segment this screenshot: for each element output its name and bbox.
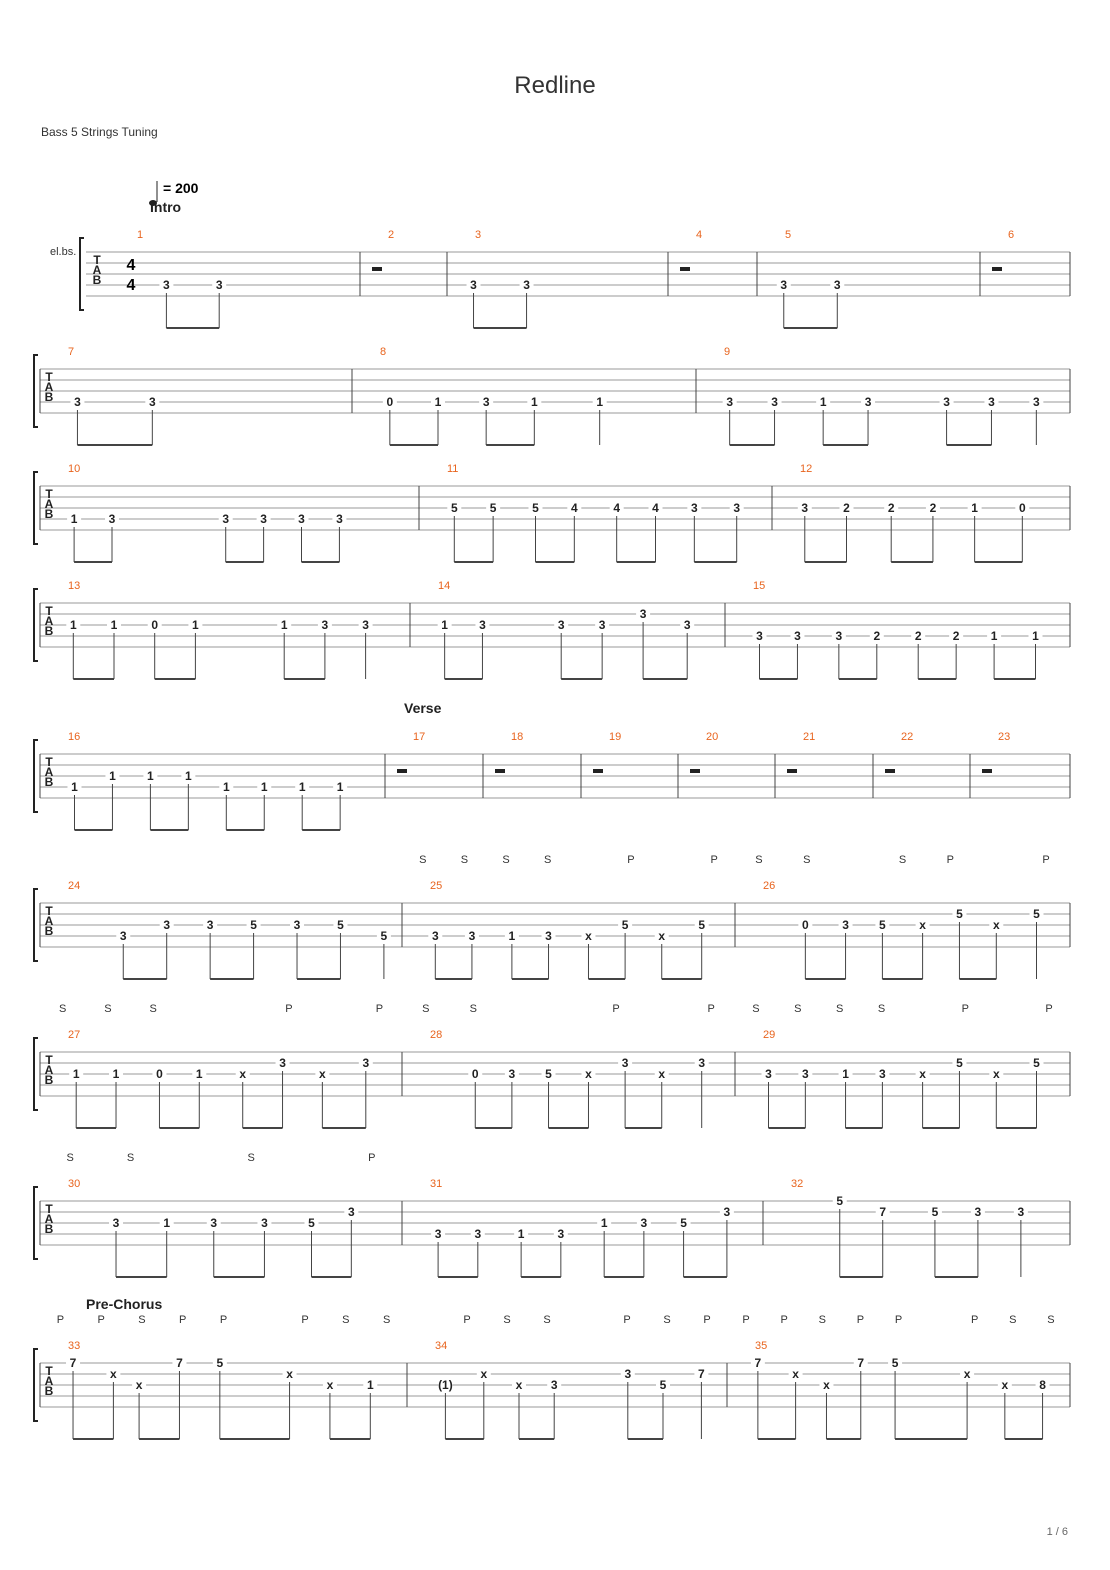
fret-number: x — [480, 1367, 488, 1381]
fret-number: 3 — [756, 629, 763, 643]
fret-number: 1 — [163, 1216, 171, 1230]
tab-clef-letter: T — [45, 1364, 53, 1378]
fret-number: 1 — [336, 780, 344, 794]
technique-mark: S — [663, 1314, 671, 1326]
fret-number: 7 — [857, 1356, 865, 1370]
technique-mark: P — [179, 1314, 187, 1326]
technique-mark: S — [1009, 1314, 1017, 1326]
tab-clef-letter: T — [93, 253, 101, 267]
staff-bracket — [34, 472, 38, 544]
fret-number: x — [135, 1378, 143, 1392]
fret-number: 3 — [640, 1216, 648, 1230]
fret-number: 3 — [119, 929, 127, 943]
technique-mark: P — [623, 1314, 631, 1326]
fret-number: 3 — [879, 1067, 886, 1081]
fret-number: 3 — [206, 918, 214, 932]
technique-mark: S — [898, 854, 907, 866]
fret-number: 1 — [185, 769, 192, 783]
fret-number: 5 — [659, 1378, 667, 1392]
staff-bracket — [34, 1187, 38, 1259]
technique-mark: S — [502, 854, 510, 866]
fret-number: 3 — [598, 618, 606, 632]
tab-clef-letter: A — [44, 914, 54, 928]
measure-number: 12 — [800, 463, 813, 475]
fret-number: 2 — [887, 501, 895, 515]
measure-number: 14 — [438, 580, 451, 592]
technique-mark: S — [469, 1003, 478, 1015]
measure-number: 20 — [706, 731, 719, 743]
fret-number: x — [792, 1367, 799, 1381]
tab-clef-letter: T — [45, 370, 53, 384]
fret-number: 1 — [109, 769, 116, 783]
technique-mark: S — [755, 854, 763, 866]
technique-mark: S — [803, 854, 811, 866]
measure-number: 9 — [724, 346, 731, 358]
tab-clef-letter: T — [45, 604, 53, 618]
fret-number: 3 — [557, 618, 565, 632]
section-label: Intro — [150, 199, 182, 215]
fret-number: 2 — [873, 629, 881, 643]
measure-number: 19 — [609, 731, 622, 743]
measure-number: 30 — [68, 1178, 81, 1190]
fret-number: 3 — [479, 618, 486, 632]
tempo-marking: = 200 — [163, 180, 199, 196]
technique-mark: S — [752, 1003, 760, 1015]
tab-clef-letter: B — [92, 273, 102, 287]
fret-number: 3 — [733, 501, 741, 515]
technique-mark: P — [56, 1314, 65, 1326]
fret-number: 4 — [652, 501, 659, 515]
fret-number: 3 — [864, 395, 872, 409]
technique-mark: S — [422, 1003, 430, 1015]
fret-number: 1 — [298, 780, 306, 794]
technique-mark: P — [856, 1314, 865, 1326]
fret-number: 3 — [431, 929, 439, 943]
fret-number: 5 — [532, 501, 539, 515]
measure-number: 3 — [475, 229, 482, 241]
technique-mark: P — [627, 854, 635, 866]
fret-number: 5 — [1033, 907, 1040, 921]
fret-number: 3 — [468, 929, 476, 943]
fret-number: 1 — [819, 395, 827, 409]
time-signature-bottom: 4 — [126, 277, 136, 294]
tab-clef-letter: B — [44, 390, 54, 404]
measure-number: 35 — [755, 1340, 768, 1352]
fret-number: 3 — [683, 618, 691, 632]
measure-number: 8 — [380, 346, 387, 358]
fret-number: 3 — [474, 1227, 482, 1241]
technique-mark: P — [368, 1152, 376, 1164]
technique-mark: P — [703, 1314, 711, 1326]
fret-number: 1 — [842, 1067, 849, 1081]
measure-number: 11 — [447, 463, 459, 475]
fret-number: 2 — [914, 629, 922, 643]
fret-number: 2 — [843, 501, 850, 515]
fret-number: 3 — [112, 1216, 120, 1230]
fret-number: 3 — [771, 395, 778, 409]
fret-number: 3 — [801, 501, 809, 515]
technique-mark: P — [219, 1314, 228, 1326]
tab-clef-letter: A — [44, 1212, 54, 1226]
fret-number: 3 — [780, 278, 788, 292]
fret-number: x — [326, 1378, 334, 1392]
tab-clef-letter: T — [45, 487, 53, 501]
tab-clef-letter: B — [44, 1384, 54, 1398]
fret-number: 3 — [842, 918, 849, 932]
tab-clef-letter: A — [92, 263, 102, 277]
fret-number: 1 — [530, 395, 538, 409]
technique-mark: P — [1042, 854, 1050, 866]
fret-number: 1 — [69, 618, 77, 632]
technique-mark: S — [836, 1003, 844, 1015]
fret-number: 5 — [621, 918, 629, 932]
fret-number: 3 — [835, 629, 843, 643]
measure-number: 7 — [68, 346, 75, 358]
fret-number: x — [319, 1067, 326, 1081]
measure-number: 24 — [68, 880, 81, 892]
fret-number: 1 — [110, 618, 118, 632]
technique-mark: P — [375, 1003, 384, 1015]
fret-number: 3 — [621, 1056, 629, 1070]
staff-bracket — [80, 238, 84, 310]
tab-clef-letter: A — [44, 497, 54, 511]
fret-number: 5 — [879, 918, 886, 932]
technique-mark: S — [342, 1314, 350, 1326]
measure-number: 1 — [137, 229, 144, 241]
technique-mark: S — [460, 854, 469, 866]
technique-mark: P — [742, 1314, 750, 1326]
whole-rest — [885, 769, 895, 773]
tab-clef-letter: A — [44, 1374, 54, 1388]
fret-number: 7 — [754, 1356, 762, 1370]
fret-number: 5 — [680, 1216, 687, 1230]
fret-number: 5 — [836, 1194, 844, 1208]
measure-number: 25 — [430, 880, 443, 892]
measure-number: 2 — [388, 229, 395, 241]
tab-clef-letter: B — [44, 624, 54, 638]
fret-number: 3 — [802, 1067, 809, 1081]
fret-number: 3 — [988, 395, 995, 409]
fret-number: 4 — [613, 501, 621, 515]
measure-number: 26 — [763, 880, 776, 892]
fret-number: 3 — [470, 278, 477, 292]
fret-number: 3 — [833, 278, 841, 292]
technique-mark: P — [710, 854, 718, 866]
tab-clef-letter: B — [44, 1222, 54, 1236]
fret-number: 3 — [222, 512, 230, 526]
whole-rest — [397, 769, 407, 773]
technique-mark: S — [543, 1314, 551, 1326]
whole-rest — [982, 769, 992, 773]
fret-number: 3 — [148, 395, 156, 409]
fret-number: 7 — [69, 1356, 77, 1370]
fret-number: 3 — [794, 629, 801, 643]
technique-mark: S — [382, 1314, 391, 1326]
tab-clef-letter: T — [45, 904, 53, 918]
tab-clef-letter: B — [44, 507, 54, 521]
fret-number: 3 — [765, 1067, 772, 1081]
fret-number: x — [585, 929, 592, 943]
fret-number: 1 — [192, 618, 199, 632]
fret-number: x — [1001, 1378, 1009, 1392]
fret-number: 0 — [386, 395, 394, 409]
fret-number: x — [823, 1378, 830, 1392]
measure-number: 31 — [430, 1178, 443, 1190]
fret-number: 3 — [163, 278, 170, 292]
tab-clef-letter: A — [44, 1063, 54, 1077]
tab-clef-letter: B — [44, 924, 54, 938]
tuning-label: Bass 5 Strings Tuning — [41, 125, 158, 139]
technique-mark: S — [818, 1314, 826, 1326]
measure-number: 22 — [901, 731, 914, 743]
fret-number: 3 — [362, 1056, 370, 1070]
fret-number: 1 — [517, 1227, 525, 1241]
whole-rest — [690, 769, 700, 773]
fret-number: 5 — [337, 918, 344, 932]
whole-rest — [372, 267, 382, 271]
fret-number: 3 — [523, 278, 530, 292]
measure-number: 29 — [763, 1029, 776, 1041]
technique-mark: S — [126, 1152, 135, 1164]
technique-mark: S — [247, 1152, 255, 1164]
technique-mark: P — [463, 1314, 471, 1326]
fret-number: 1 — [971, 501, 978, 515]
fret-number: 1 — [260, 780, 268, 794]
fret-number: 0 — [802, 918, 809, 932]
fret-number: 3 — [163, 918, 171, 932]
fret-number: 3 — [362, 618, 369, 632]
fret-number: 3 — [726, 395, 734, 409]
fret-number: x — [658, 929, 666, 943]
technique-mark: P — [612, 1003, 620, 1015]
whole-rest — [593, 769, 603, 773]
fret-number: 1 — [71, 780, 78, 794]
fret-number: 0 — [1018, 501, 1026, 515]
measure-number: 10 — [68, 463, 81, 475]
fret-number: 3 — [698, 1056, 706, 1070]
section-label: Verse — [404, 700, 442, 716]
fret-number: 5 — [698, 918, 706, 932]
measure-number: 5 — [785, 229, 792, 241]
fret-number: 3 — [108, 512, 116, 526]
fret-number: 8 — [1039, 1378, 1046, 1392]
fret-number: x — [992, 918, 1000, 932]
fret-number: 5 — [931, 1205, 939, 1219]
fret-number: 3 — [550, 1378, 558, 1392]
fret-number: 3 — [336, 512, 343, 526]
whole-rest — [992, 267, 1002, 271]
fret-number: 3 — [974, 1205, 982, 1219]
technique-mark: S — [149, 1003, 157, 1015]
measure-number: 23 — [998, 731, 1011, 743]
fret-number: x — [515, 1378, 523, 1392]
technique-mark: P — [285, 1003, 293, 1015]
fret-number: 1 — [70, 512, 78, 526]
fret-number: 3 — [434, 1227, 442, 1241]
fret-number: 2 — [952, 629, 960, 643]
tab-clef-letter: T — [45, 1202, 53, 1216]
technique-mark: P — [894, 1314, 903, 1326]
fret-number: 5 — [250, 918, 257, 932]
section-label: Pre-Chorus — [86, 1296, 163, 1312]
fret-number: 3 — [293, 918, 301, 932]
fret-number: 7 — [176, 1356, 183, 1370]
technique-mark: S — [1047, 1314, 1055, 1326]
fret-number: x — [110, 1367, 117, 1381]
technique-mark: S — [58, 1003, 67, 1015]
measure-number: 33 — [68, 1340, 81, 1352]
tab-clef-letter: B — [44, 775, 54, 789]
fret-number: 0 — [151, 618, 159, 632]
staff-bracket — [34, 889, 38, 961]
fret-number: 5 — [450, 501, 458, 515]
measure-number: 34 — [435, 1340, 448, 1352]
technique-mark: S — [138, 1314, 146, 1326]
tab-clef-letter: A — [44, 614, 54, 628]
whole-rest — [495, 769, 505, 773]
tab-clef-letter: A — [44, 380, 54, 394]
fret-number: x — [992, 1067, 1000, 1081]
fret-number: 3 — [639, 607, 647, 621]
fret-number: 1 — [112, 1067, 120, 1081]
fret-number: 3 — [624, 1367, 632, 1381]
fret-number: x — [239, 1067, 247, 1081]
tab-clef-letter: T — [45, 755, 53, 769]
fret-number: 1 — [222, 780, 230, 794]
technique-mark: P — [946, 854, 955, 866]
fret-number: 4 — [570, 501, 578, 515]
technique-mark: S — [104, 1003, 112, 1015]
fret-number: 3 — [347, 1205, 355, 1219]
fret-number: 3 — [210, 1216, 218, 1230]
fret-number: 3 — [321, 618, 329, 632]
fret-number: x — [286, 1367, 293, 1381]
fret-number: 3 — [74, 395, 81, 409]
fret-number: 1 — [596, 395, 604, 409]
fret-number: 1 — [280, 618, 288, 632]
fret-number: 1 — [147, 769, 154, 783]
technique-mark: S — [66, 1152, 74, 1164]
fret-number: 3 — [482, 395, 490, 409]
technique-mark: S — [503, 1314, 511, 1326]
page-number: 1 / 6 — [1046, 1526, 1068, 1538]
fret-number: 5 — [380, 929, 388, 943]
technique-mark: P — [1045, 1003, 1053, 1015]
technique-mark: P — [707, 1003, 715, 1015]
measure-number: 18 — [511, 731, 524, 743]
fret-number: 2 — [929, 501, 937, 515]
tab-clef-letter: B — [44, 1073, 54, 1087]
technique-mark: S — [419, 854, 427, 866]
fret-number: 7 — [879, 1205, 887, 1219]
fret-number: x — [963, 1367, 971, 1381]
fret-number: 5 — [891, 1356, 899, 1370]
measure-number: 4 — [696, 229, 703, 241]
measure-number: 17 — [413, 731, 426, 743]
measure-number: 6 — [1008, 229, 1015, 241]
technique-mark: P — [780, 1314, 788, 1326]
instrument-label: el.bs. — [50, 246, 77, 258]
technique-mark: P — [971, 1314, 979, 1326]
fret-number: 1 — [990, 629, 998, 643]
fret-number: 5 — [545, 1067, 552, 1081]
fret-number: 1 — [508, 929, 516, 943]
fret-number: 3 — [298, 512, 305, 526]
fret-number: 1 — [72, 1067, 80, 1081]
fret-number: 3 — [545, 929, 552, 943]
measure-number: 15 — [753, 580, 766, 592]
fret-number: 0 — [156, 1067, 163, 1081]
technique-mark: P — [961, 1003, 969, 1015]
song-title: Redline — [514, 72, 596, 99]
staff-bracket — [34, 589, 38, 661]
fret-number: 5 — [956, 907, 963, 921]
tab-clef-letter: A — [44, 765, 54, 779]
time-signature-top: 4 — [126, 257, 136, 274]
technique-mark: P — [301, 1314, 309, 1326]
fret-number: 3 — [508, 1067, 516, 1081]
fret-number: 3 — [723, 1205, 731, 1219]
fret-number: 1 — [441, 618, 448, 632]
fret-number: 3 — [1017, 1205, 1025, 1219]
fret-number: 1 — [600, 1216, 608, 1230]
measure-number: 16 — [68, 731, 81, 743]
measure-number: 21 — [803, 731, 816, 743]
measure-number: 13 — [68, 580, 81, 592]
fret-number: x — [919, 1067, 926, 1081]
fret-number: 3 — [215, 278, 223, 292]
staff-bracket — [34, 1349, 38, 1421]
fret-number: 1 — [195, 1067, 203, 1081]
whole-rest — [787, 769, 797, 773]
technique-mark: S — [794, 1003, 802, 1015]
fret-number: 7 — [698, 1367, 705, 1381]
fret-number: 5 — [956, 1056, 963, 1070]
fret-number: (1) — [438, 1378, 453, 1392]
fret-number: 3 — [943, 395, 950, 409]
fret-number: 1 — [366, 1378, 374, 1392]
measure-number: 27 — [68, 1029, 81, 1041]
fret-number: 1 — [1032, 629, 1039, 643]
whole-rest — [680, 267, 690, 271]
fret-number: x — [919, 918, 926, 932]
fret-number: 1 — [434, 395, 442, 409]
fret-number: 3 — [261, 1216, 268, 1230]
fret-number: 3 — [690, 501, 698, 515]
fret-number: 5 — [489, 501, 497, 515]
technique-mark: S — [877, 1003, 886, 1015]
tab-clef-letter: T — [45, 1053, 53, 1067]
technique-mark: P — [97, 1314, 105, 1326]
staff-bracket — [34, 1038, 38, 1110]
fret-number: x — [658, 1067, 666, 1081]
staff-bracket — [34, 355, 38, 427]
measure-number: 28 — [430, 1029, 443, 1041]
fret-number: 3 — [557, 1227, 565, 1241]
measure-number: 32 — [791, 1178, 804, 1190]
fret-number: x — [585, 1067, 592, 1081]
staff-bracket — [34, 740, 38, 812]
fret-number: 5 — [308, 1216, 315, 1230]
fret-number: 0 — [471, 1067, 479, 1081]
fret-number: 3 — [1032, 395, 1040, 409]
fret-number: 3 — [260, 512, 267, 526]
fret-number: 5 — [1033, 1056, 1040, 1070]
fret-number: 3 — [279, 1056, 286, 1070]
fret-number: 5 — [216, 1356, 224, 1370]
technique-mark: S — [544, 854, 552, 866]
